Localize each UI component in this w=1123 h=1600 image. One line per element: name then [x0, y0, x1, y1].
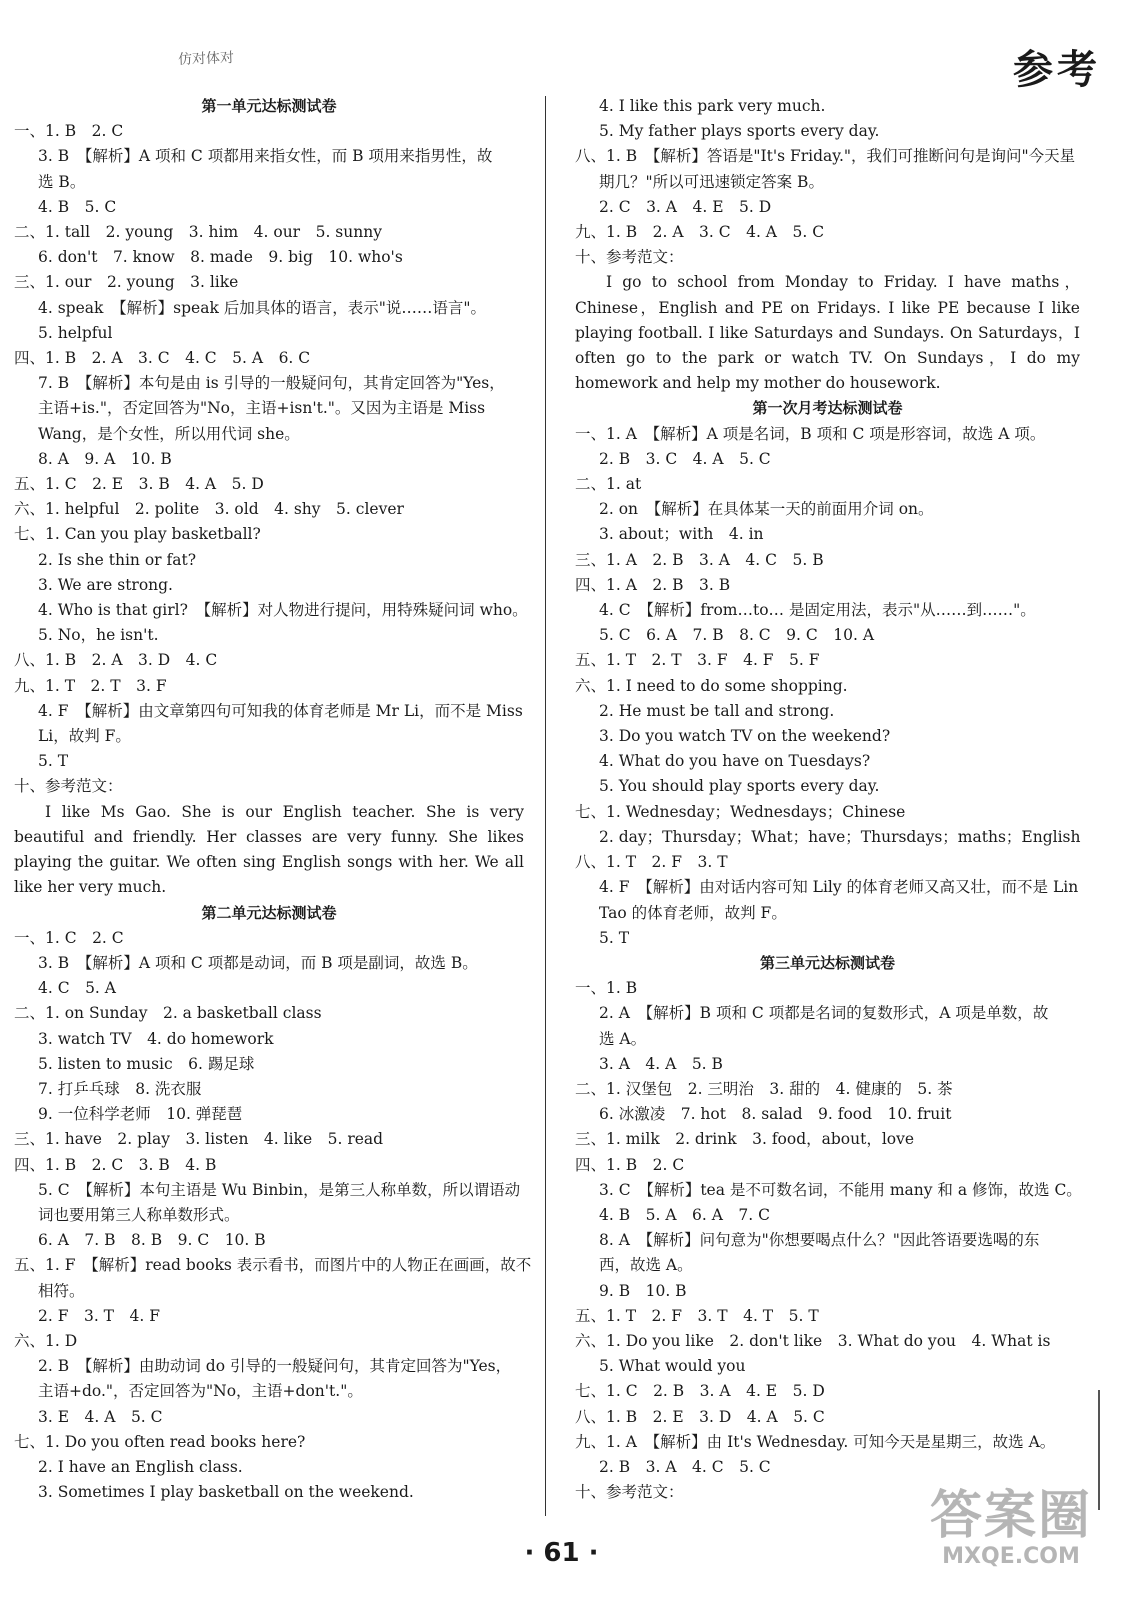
answer-line: 四、1. B 2. C 3. B 4. B	[14, 1155, 217, 1174]
answer-line: 六、1. D	[14, 1331, 78, 1350]
column-divider	[545, 96, 546, 1516]
answer-line: 四、1. B 2. A 3. C 4. C 5. A 6. C	[14, 349, 311, 368]
answer-line: 3. Do you watch TV on the weekend?	[599, 727, 891, 746]
answer-line: 二、1. on Sunday 2. a basketball class	[14, 1004, 322, 1023]
answer-line: 4. C 5. A	[38, 979, 116, 998]
answer-line: 3. B 【解析】A 项和 C 项都用来指女性，而 B 项用来指男性，故	[38, 147, 493, 166]
answer-line: 6. 冰激凌 7. hot 8. salad 9. food 10. fruit	[599, 1105, 952, 1124]
answer-line: 三、1. have 2. play 3. listen 4. like 5. read	[14, 1130, 384, 1149]
answer-line: 相符。	[38, 1281, 85, 1300]
answer-line: 三、1. our 2. young 3. like	[14, 273, 239, 292]
handwritten-note: 仿对体对	[177, 50, 235, 68]
page-heading: 参考	[1013, 47, 1101, 93]
answer-line: 二、1. at	[575, 475, 642, 494]
answer-line: 4. C 【解析】from…to… 是固定用法，表示"从……到……"。	[599, 601, 1036, 620]
answer-line: 七、1. Can you play basketball?	[14, 525, 261, 544]
answer-line: 七、1. Do you often read books here?	[14, 1432, 306, 1451]
watermark-text: 答案圈	[930, 1486, 1093, 1546]
section-title: 第二单元达标测试卷	[201, 903, 337, 922]
answer-line: 主语+do."，否定回答为"No，主语+don't."。	[38, 1382, 363, 1401]
answer-line: 八、1. B 2. A 3. D 4. C	[14, 651, 218, 670]
answer-line: 7. 打乒乓球 8. 洗衣服	[38, 1079, 202, 1098]
answer-line: 五、1. F 【解析】read books 表示看书，而图片中的人物正在画画，故不	[14, 1256, 532, 1275]
answer-line: 9. B 10. B	[599, 1281, 687, 1300]
answer-line: 词也要用第三人称单数形式。	[38, 1205, 240, 1224]
section-title: 第一单元达标测试卷	[201, 97, 337, 115]
answer-line: 2. on 【解析】在具体某一天的前面用介词 on。	[599, 500, 934, 519]
answer-line: 六、1. I need to do some shopping.	[575, 676, 848, 695]
answer-line: 五、1. T 2. F 3. T 4. T 5. T	[575, 1306, 819, 1325]
answer-line: 七、1. Wednesday；Wednesdays；Chinese	[575, 802, 906, 821]
answer-line: 3. Sometimes I play basketball on the weekend.	[38, 1483, 414, 1502]
answer-line: 八、1. B 2. E 3. D 4. A 5. C	[575, 1407, 825, 1426]
answer-line: 6. A 7. B 8. B 9. C 10. B	[38, 1231, 266, 1250]
answer-line: 8. A 9. A 10. B	[38, 449, 172, 468]
answer-line: 3. watch TV 4. do homework	[38, 1029, 274, 1048]
answer-line: 3. A 4. A 5. B	[599, 1054, 723, 1073]
answer-line: 5. C 【解析】本句主语是 Wu Binbin，是第三人称单数，所以谓语动	[38, 1180, 521, 1199]
answer-line: 2. day；Thursday；What；have；Thursdays；maths；English	[599, 827, 1081, 846]
answer-line: 3. B 【解析】A 项和 C 项都是动词，而 B 项是副词，故选 B。	[38, 953, 478, 972]
answer-line: 5. My father plays sports every day.	[599, 122, 880, 141]
answer-line: 西，故选 A。	[599, 1256, 693, 1275]
answer-line: 2. B 3. A 4. C 5. C	[599, 1457, 771, 1476]
answer-line: 9. 一位科学老师 10. 弹琵琶	[38, 1105, 243, 1124]
answer-line: 3. We are strong.	[38, 575, 173, 594]
answer-line: 一、1. A 【解析】A 项是名词，B 项和 C 项是形容词，故选 A 项。	[575, 424, 1046, 443]
answer-line: 二、1. tall 2. young 3. him 4. our 5. sunny	[14, 223, 382, 242]
answer-line: 十、参考范文：	[575, 1483, 684, 1502]
answer-line: 选 B。	[38, 172, 86, 191]
answer-line: 4. speak 【解析】speak 后加具体的语言，表示"说……语言"。	[38, 298, 487, 317]
watermark-url: MXQE.COM	[942, 1544, 1080, 1570]
watermark-logo	[930, 1488, 1092, 1569]
answer-line: 七、1. C 2. B 3. A 4. E 5. D	[575, 1382, 825, 1401]
answer-line: 4. F 【解析】由文章第四句可知我的体育老师是 Mr Li，而不是 Miss	[38, 701, 523, 720]
answer-line: 5. listen to music 6. 踢足球	[38, 1054, 255, 1073]
section-title: 第三单元达标测试卷	[759, 953, 895, 972]
sample-essay: I like Ms Gao. She is our English teacher. She is very beautiful and friendly. Her classes are very funny. She likes playing the guitar. We often sing English songs with her. We all like her very much.	[14, 802, 524, 897]
answer-line: 4. What do you have on Tuesdays?	[599, 752, 871, 771]
page-number: · 61 ·	[524, 1538, 599, 1568]
answer-line: 5. T	[38, 752, 69, 771]
left-column	[14, 94, 532, 1505]
answer-line: 2. B 3. C 4. A 5. C	[599, 449, 771, 468]
answer-line: 6. don't 7. know 8. made 9. big 10. who's	[38, 248, 403, 267]
margin-line	[1098, 1390, 1100, 1510]
answer-line: 2. He must be tall and strong.	[599, 701, 835, 720]
answer-line: 四、1. A 2. B 3. B	[575, 575, 731, 594]
answer-line: 八、1. T 2. F 3. T	[575, 853, 728, 872]
answer-line: 5. C 6. A 7. B 8. C 9. C 10. A	[599, 626, 875, 645]
answer-line: 主语+is."，否定回答为"No，主语+isn't."。又因为主语是 Miss	[38, 399, 486, 418]
answer-line: 期几？"所以可迅速锁定答案 B。	[599, 172, 824, 191]
answer-line: 4. I like this park very much.	[599, 97, 826, 115]
answer-line: 十、参考范文：	[14, 777, 123, 796]
answer-line: 六、1. Do you like 2. don't like 3. What do you 4. What is	[575, 1331, 1051, 1350]
section-title: 第一次月考达标测试卷	[752, 399, 903, 418]
answer-line: 九、1. B 2. A 3. C 4. A 5. C	[575, 223, 825, 242]
answer-line: 4. B 5. A 6. A 7. C	[599, 1205, 770, 1224]
answer-line: 5. T	[599, 928, 630, 947]
answer-line: 2. I have an English class.	[38, 1457, 243, 1476]
answer-line: 九、1. T 2. T 3. F	[14, 676, 167, 695]
answer-line: 一、1. C 2. C	[14, 928, 124, 947]
answer-line: 2. C 3. A 4. E 5. D	[599, 197, 772, 216]
answer-line: 4. Who is that girl? 【解析】对人物进行提问，用特殊疑问词 who。	[38, 601, 528, 620]
answer-line: 3. about；with 4. in	[599, 525, 764, 544]
answer-line: 8. A 【解析】问句意为"你想要喝点什么？"因此答语要选喝的东	[599, 1231, 1040, 1250]
answer-line: 二、1. 汉堡包 2. 三明治 3. 甜的 4. 健康的 5. 茶	[575, 1079, 953, 1098]
answer-line: 六、1. helpful 2. polite 3. old 4. shy 5. clever	[14, 500, 404, 519]
answer-line: 三、1. milk 2. drink 3. food，about，love	[575, 1130, 915, 1149]
answer-line: 2. F 3. T 4. F	[38, 1306, 160, 1325]
answer-line: 2. B 【解析】由助动词 do 引导的一般疑问句，其肯定回答为"Yes，	[38, 1357, 512, 1376]
answer-line: 八、1. B 【解析】答语是"It's Friday."，我们可推断问句是询问"今天星	[575, 147, 1076, 166]
answer-line: 一、1. B	[575, 979, 638, 998]
answer-line: 4. F 【解析】由对话内容可知 Lily 的体育老师又高又壮，而不是 Lin	[599, 878, 1079, 897]
answer-line: 5. What would you	[599, 1357, 746, 1376]
answer-line: Tao 的体育老师，故判 F。	[599, 903, 787, 922]
answer-line: 3. E 4. A 5. C	[38, 1407, 163, 1426]
answer-line: 3. C 【解析】tea 是不可数名词，不能用 many 和 a 修饰，故选 C。	[599, 1180, 1082, 1199]
answer-line: Li，故判 F。	[38, 727, 131, 746]
answer-line: 九、1. A 【解析】由 It's Wednesday. 可知今天是星期三，故选 A。	[575, 1432, 1056, 1451]
answer-line: 2. Is she thin or fat?	[38, 550, 197, 569]
answer-line: 五、1. C 2. E 3. B 4. A 5. D	[14, 475, 264, 494]
right-column	[575, 94, 1080, 1505]
answer-line: 5. helpful	[38, 323, 113, 342]
answer-line: 四、1. B 2. C	[575, 1155, 685, 1174]
answer-line: Wang，是个女性，所以用代词 she。	[38, 424, 300, 443]
answer-line: 5. You should play sports every day.	[599, 777, 880, 796]
answer-line: 7. B 【解析】本句是由 is 引导的一般疑问句，其肯定回答为"Yes，	[38, 374, 505, 393]
answer-line: 选 A。	[599, 1029, 647, 1048]
answer-line: 一、1. B 2. C	[14, 122, 124, 141]
answer-line: 2. A 【解析】B 项和 C 项都是名词的复数形式，A 项是单数，故	[599, 1004, 1049, 1023]
answer-line: 4. B 5. C	[38, 197, 117, 216]
answer-line: 三、1. A 2. B 3. A 4. C 5. B	[575, 550, 824, 569]
answer-line: 5. No，he isn't.	[38, 626, 159, 645]
answer-line: 五、1. T 2. T 3. F 4. F 5. F	[575, 651, 820, 670]
sample-essay: I go to school from Monday to Friday. I have maths，Chinese，English and PE on Fridays. I like PE because I like playing football. I like Saturdays and Sundays. On Saturdays，I often go to the park or watch TV. On Sundays，I do my homework and help my mother do housework.	[575, 273, 1080, 393]
answer-line: 十、参考范文：	[575, 248, 684, 267]
